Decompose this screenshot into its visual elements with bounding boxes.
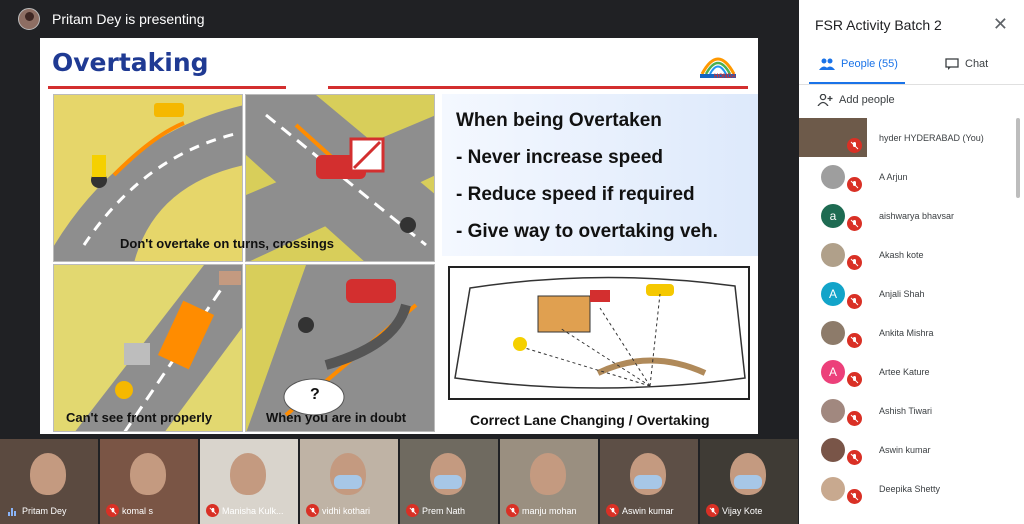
mic-off-icon [847, 333, 862, 348]
mic-off-icon [847, 411, 862, 426]
participant-row[interactable] [799, 118, 1024, 157]
participant-row[interactable] [799, 313, 1024, 352]
caption-lane-change: Correct Lane Changing / Overtaking [470, 412, 710, 428]
presenter-title: Pritam Dey is presenting [52, 11, 205, 27]
mic-off-icon [206, 504, 219, 517]
add-people-label: Add people [839, 94, 895, 106]
participant-tile-name: Aswin kumar [622, 506, 674, 516]
participant-tile-name: Prem Nath [422, 506, 466, 516]
illustration-blind-spot [53, 264, 243, 432]
avatar [821, 399, 845, 423]
mic-off-icon [306, 504, 319, 517]
avatar [821, 243, 845, 267]
participant-scrollbar[interactable] [1016, 118, 1020, 198]
mic-off-icon [847, 216, 862, 231]
participant-tile-name: Pritam Dey [22, 506, 67, 516]
caption-turns: Don't overtake on turns, crossings [120, 236, 335, 251]
face-mask [634, 475, 662, 489]
participant-name: Artee Kature [879, 366, 930, 377]
participant-video-tile[interactable] [0, 439, 98, 524]
participant-list [799, 118, 1024, 508]
participant-row[interactable] [799, 469, 1024, 508]
participant-video-tile[interactable] [500, 439, 598, 524]
overtaken-rules-box [442, 94, 758, 256]
participant-name: aishwarya bhavsar [879, 210, 955, 221]
mic-off-icon [847, 255, 862, 270]
avatar [821, 321, 845, 345]
tab-chat-label: Chat [965, 58, 989, 70]
participant-row[interactable] [799, 352, 1024, 391]
illustration-doubt [245, 264, 435, 432]
face-mask [734, 475, 762, 489]
avatar [821, 165, 845, 189]
close-icon[interactable]: ✕ [992, 14, 1008, 34]
participant-row[interactable] [799, 157, 1024, 196]
people-icon [819, 58, 835, 70]
participant-strip [0, 439, 798, 524]
participant-face [130, 453, 166, 495]
presentation-slide [40, 38, 758, 434]
mic-off-icon [847, 177, 862, 192]
tab-divider [799, 84, 1024, 85]
avatar [821, 360, 845, 384]
participant-row[interactable] [799, 391, 1024, 430]
participants-panel [799, 0, 1024, 524]
face-mask [334, 475, 362, 489]
participant-name: Ankita Mishra [879, 327, 934, 338]
chat-icon [945, 58, 959, 70]
illustration-lane-change [448, 266, 750, 400]
slide-title: Overtaking [52, 48, 209, 77]
mic-off-icon [606, 504, 619, 517]
mic-off-icon [847, 372, 862, 387]
participant-name: Deepika Shetty [879, 483, 941, 494]
avatar-initial: a [829, 208, 837, 223]
participant-video-tile[interactable] [200, 439, 298, 524]
mic-off-icon [706, 504, 719, 517]
speaking-icon [8, 508, 16, 516]
honda-logo-text: HONDA [714, 74, 736, 80]
participant-tile-name: komal s [122, 506, 154, 516]
add-person-icon [817, 94, 833, 106]
mic-off-icon [106, 504, 119, 517]
participant-name: A Arjun [879, 171, 908, 182]
avatar [821, 282, 845, 306]
rules-heading: When being Overtaken [456, 110, 662, 131]
tab-chat[interactable] [945, 58, 988, 70]
participant-face [530, 453, 566, 495]
participant-tile-name: Manisha Kulk... [222, 506, 284, 516]
face-mask [434, 475, 462, 489]
participant-row[interactable] [799, 430, 1024, 469]
participant-name: hyder HYDERABAD (You) [879, 132, 984, 143]
participant-video-tile[interactable] [400, 439, 498, 524]
presenter-bar [0, 0, 798, 38]
participant-tile-name: manju mohan [522, 506, 577, 516]
mic-off-icon [847, 138, 862, 153]
participant-video-tile[interactable] [600, 439, 698, 524]
presenter-avatar [18, 8, 40, 30]
participant-row[interactable] [799, 196, 1024, 235]
participant-name: Akash kote [879, 249, 924, 260]
participant-row[interactable] [799, 235, 1024, 274]
rule-reduce-speed: - Reduce speed if required [456, 184, 695, 205]
caption-blind-spot: Can't see front properly [66, 410, 213, 425]
rule-give-way: - Give way to overtaking veh. [456, 221, 718, 242]
mic-off-icon [847, 489, 862, 504]
title-rule [48, 86, 748, 89]
participant-video-tile[interactable] [700, 439, 798, 524]
participant-video-tile[interactable] [100, 439, 198, 524]
participant-video-tile[interactable] [300, 439, 398, 524]
participant-face [230, 453, 266, 495]
mic-off-icon [506, 504, 519, 517]
mic-off-icon [847, 294, 862, 309]
doubt-mark: ? [310, 386, 320, 403]
tab-people[interactable] [819, 58, 898, 70]
avatar-initial: A [828, 364, 837, 379]
participant-row[interactable] [799, 274, 1024, 313]
avatar [821, 204, 845, 228]
mic-off-icon [847, 450, 862, 465]
participant-name: Ashish Tiwari [879, 405, 933, 416]
participant-tile-name: vidhi kothari [322, 506, 371, 516]
tab-people-label: People (55) [841, 58, 898, 70]
caption-doubt: When you are in doubt [266, 410, 407, 425]
avatar-initial: A [828, 286, 837, 301]
meeting-title: FSR Activity Batch 2 [815, 17, 942, 33]
participant-tile-name: Vijay Kote [722, 506, 763, 516]
rule-never-increase: - Never increase speed [456, 147, 664, 168]
participant-name: Aswin kumar [879, 444, 931, 455]
mic-off-icon [406, 504, 419, 517]
avatar [821, 438, 845, 462]
participant-face [30, 453, 66, 495]
participant-name: Anjali Shah [879, 288, 925, 299]
add-people-button[interactable] [817, 94, 895, 106]
avatar [821, 477, 845, 501]
